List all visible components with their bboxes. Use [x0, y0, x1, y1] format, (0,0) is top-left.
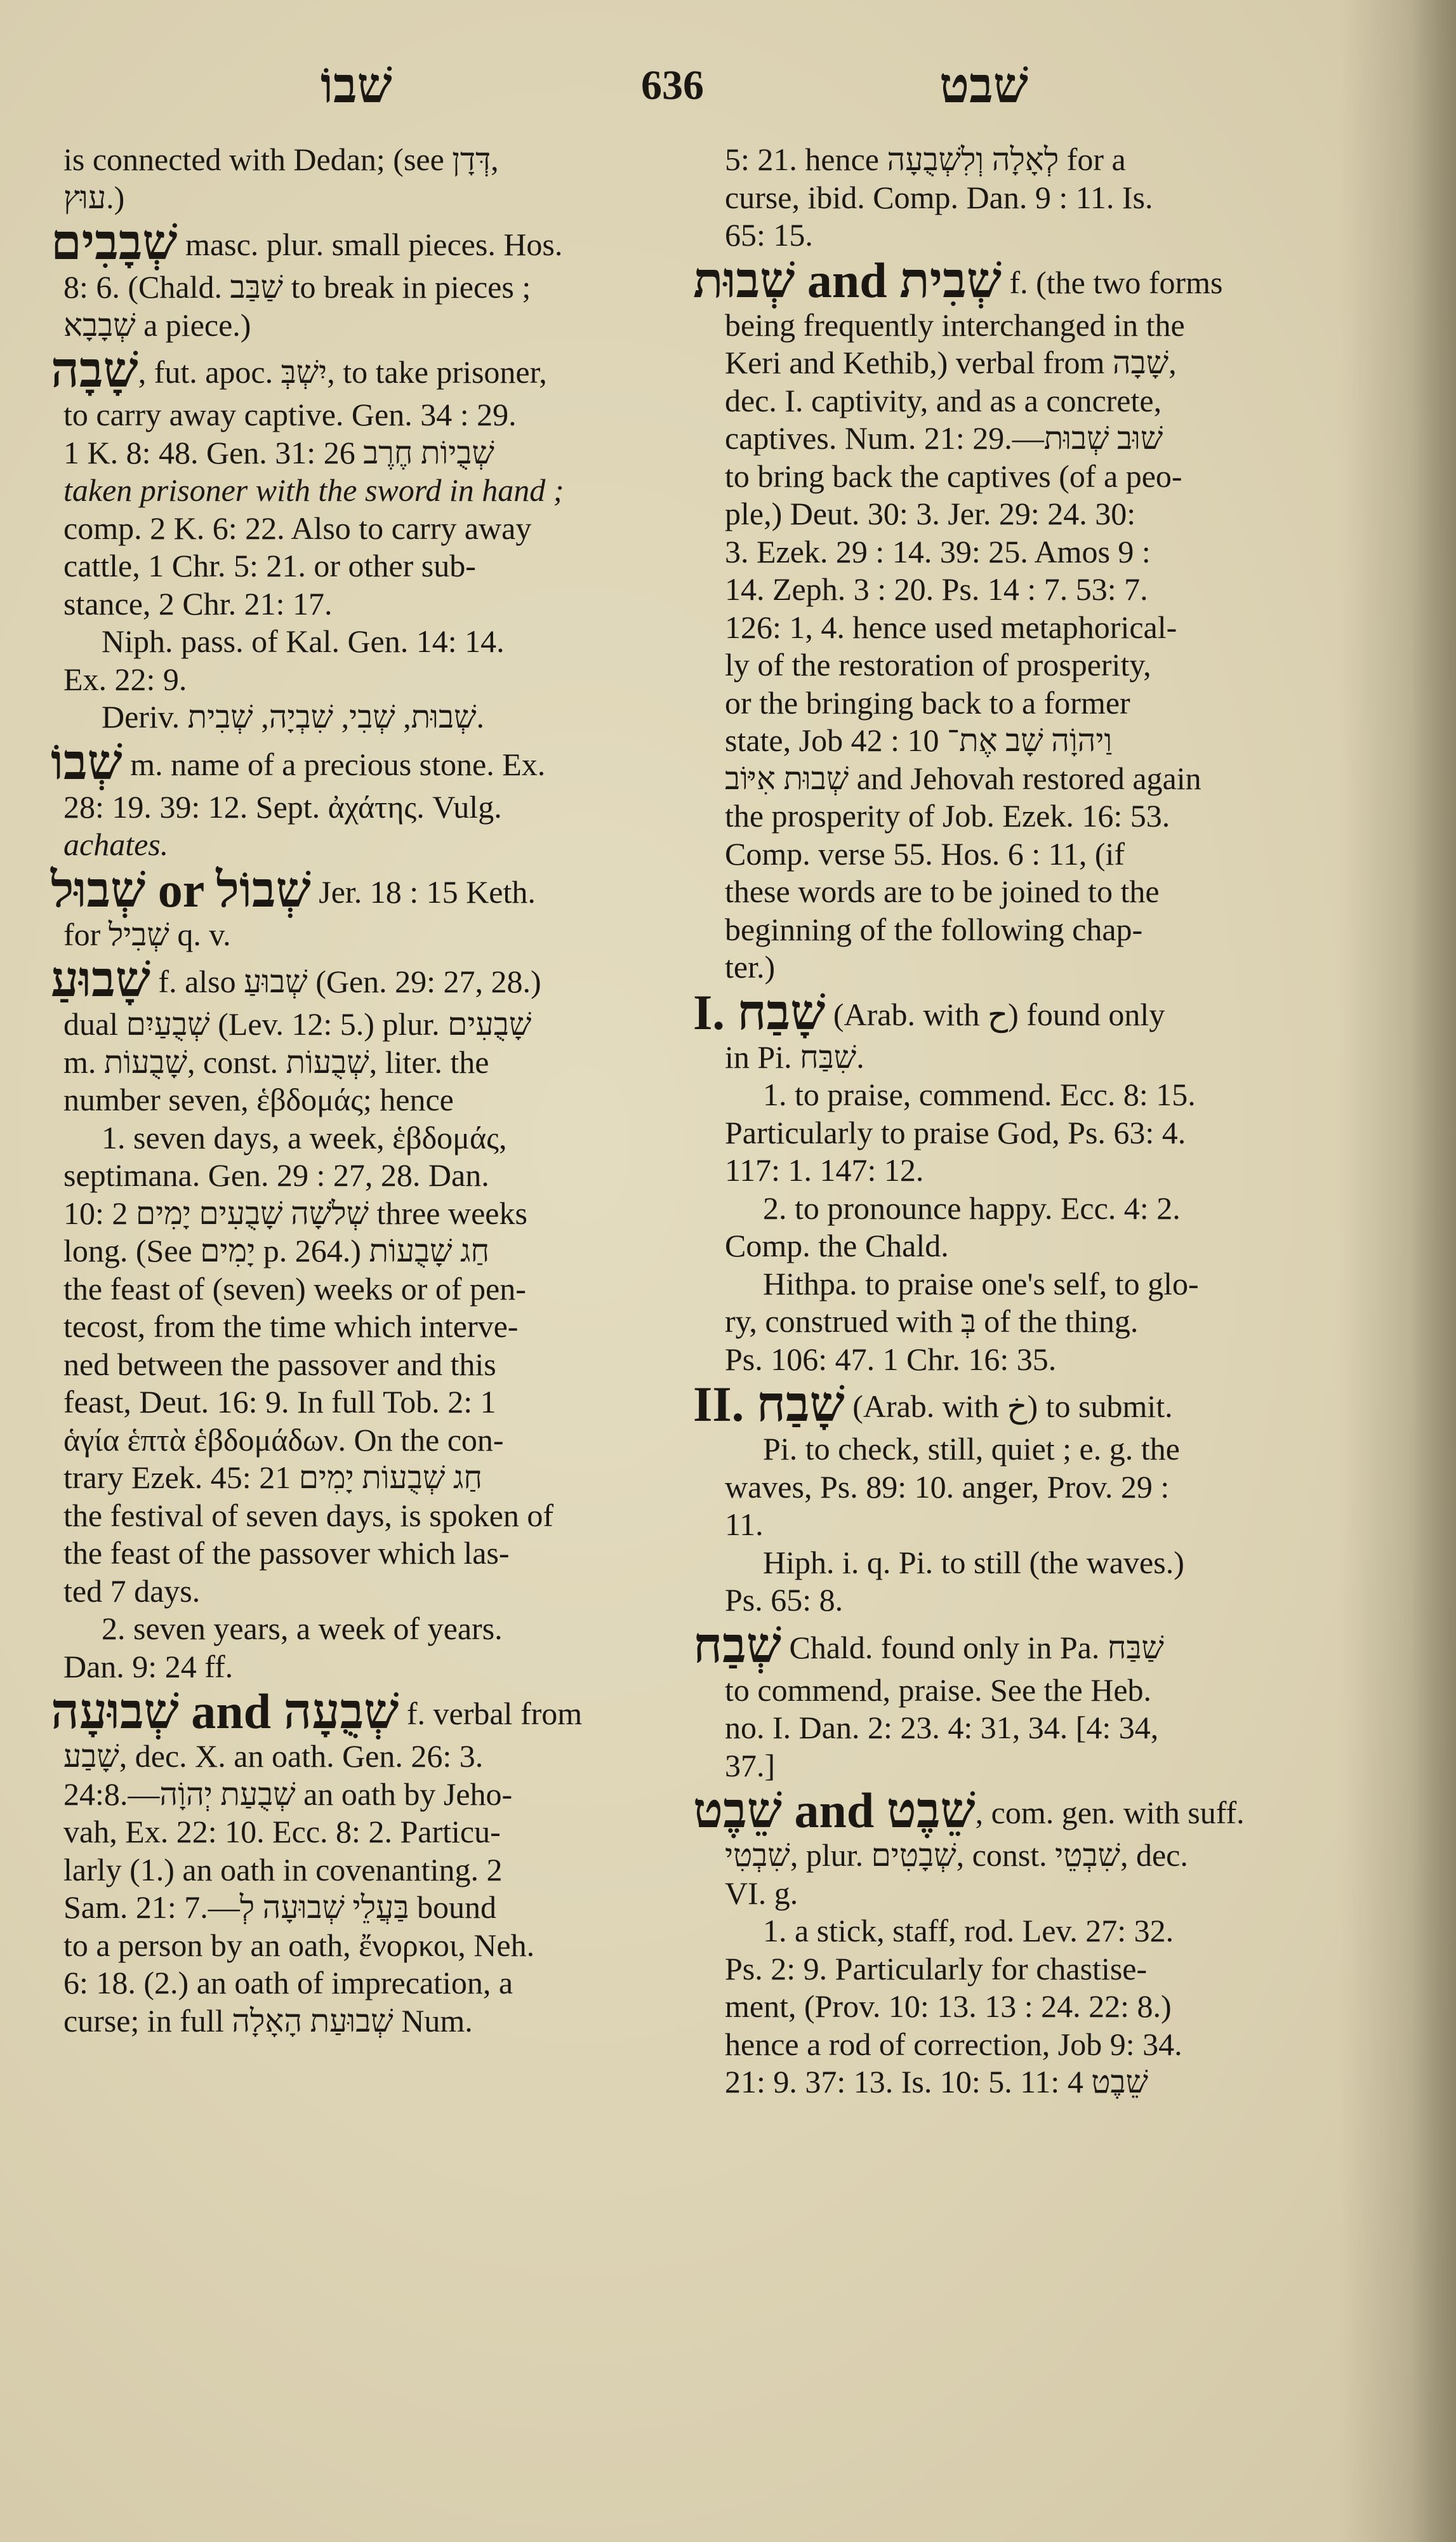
line-text: Ps. 2: 9. Particularly for chastise- [725, 1950, 1148, 1986]
text-line [706, 760, 1360, 798]
entry-headword-line [693, 1785, 1360, 1837]
line-text: long. (See יָמִים p. 264.) חַג שָׁבֻעוֹת [63, 1233, 490, 1268]
line-text: Jer. 18 : 15 Keth. [310, 874, 536, 910]
headword: II. שָׁבַח [693, 1376, 845, 1432]
line-text: to carry away captive. Gen. 34 : 29. [63, 397, 517, 432]
line-text: ment, (Prov. 10: 13. 13 : 24. 22: 8.) [725, 1988, 1172, 2024]
entry-headword-line [51, 344, 692, 396]
line-text: or the bringing back to a former [725, 684, 1130, 721]
line-text: 117: 1. 147: 12. [725, 1152, 924, 1188]
line-text: beginning of the following chap- [725, 911, 1143, 947]
line-text: no. I. Dan. 2: 23. 4: 31, 34. [4: 34, [725, 1710, 1159, 1745]
headword: שְׁבוּעָה and שְׁבֻעָה [51, 1684, 399, 1739]
line-text: ly of the restoration of prosperity, [725, 647, 1151, 682]
text-line [706, 420, 1360, 458]
line-text: for שְׁבִיל q. v. [63, 916, 231, 952]
line-text: the feast of (seven) weeks or of pen- [63, 1270, 526, 1307]
line-text: stance, 2 Chr. 21: 17. [63, 585, 333, 622]
line-text: tecost, from the time which interve- [63, 1308, 519, 1344]
line-text: 11. [725, 1507, 764, 1542]
line-text: Niph. pass. of Kal. Gen. 14: 14. [102, 623, 505, 659]
text-line [706, 382, 1360, 420]
text-line [63, 1776, 692, 1814]
line-text: Comp. verse 55. Hos. 6 : 11, (if [725, 835, 1125, 872]
text-line [706, 571, 1360, 609]
text-line [63, 307, 692, 345]
line-text: VI. g. [725, 1875, 798, 1911]
text-line [706, 1581, 1360, 1620]
text-line [63, 547, 692, 585]
line-text: the prosperity of Job. Ezek. 16: 53. [725, 798, 1170, 834]
text-line [706, 835, 1360, 874]
text-line [63, 1421, 692, 1460]
line-text: Dan. 9: 24 ff. [63, 1648, 234, 1684]
text-line [706, 873, 1360, 911]
line-text: 2. to pronounce happy. Ecc. 4: 2. [763, 1190, 1181, 1226]
line-text: state, Job 42 : 10 וַיהוָֹה שָׁב אֶת־ [725, 722, 1113, 758]
text-line [63, 1738, 692, 1776]
line-text: Deriv. שְׁבוּת, שְׁבִי, שִׁבְיָה, שְׁבִית. [102, 699, 484, 735]
line-text: being frequently interchanged in the [725, 307, 1185, 343]
text-line [706, 1430, 1360, 1468]
page-header [0, 51, 1456, 121]
headword: שְׁבוּת and שְׁבִית [693, 252, 1002, 308]
text-line [706, 307, 1360, 345]
line-text: f. verbal from [399, 1696, 583, 1731]
line-text: 2. seven years, a week of years. [102, 1611, 503, 1646]
line-text: 1. seven days, a week, ἑβδομάς, [102, 1119, 507, 1155]
text-line [63, 1232, 692, 1270]
text-line [706, 216, 1360, 255]
line-text: Sam. 21: 7.—בַּעֲלֵי שְׁבוּעָה לְ bound [63, 1889, 496, 1925]
line-text: 10: 2 שְׁלֹשָׁה שָׁבֻעִים יָמִים three weeks [63, 1195, 527, 1231]
headword: שְׁבָבִים [51, 215, 178, 270]
line-text: Comp. the Chald. [725, 1228, 949, 1263]
line-text: these words are to be joined to the [725, 874, 1160, 909]
line-text: 8: 6. (Chald. שַׁבַּב to break in pieces ; [63, 269, 531, 305]
text-line [706, 179, 1360, 217]
text-line [706, 1672, 1360, 1710]
page-number: 636 [641, 62, 704, 109]
line-text: feast, Deut. 16: 9. In full Tob. 2: 1 [63, 1384, 496, 1420]
line-text: taken prisoner with the sword in hand ; [63, 472, 564, 508]
text-line [706, 495, 1360, 533]
text-line [63, 1119, 692, 1157]
entry-headword-line [693, 252, 1360, 308]
text-line [706, 458, 1360, 496]
line-text: waves, Ps. 89: 10. anger, Prov. 29 : [725, 1468, 1170, 1505]
line-text: ned between the passover and this [63, 1346, 496, 1382]
text-line [63, 1927, 692, 1965]
line-text: , fut. apoc. יִשְׁבְּ, to take prisoner, [138, 354, 547, 390]
book-spine-shadow [1412, 0, 1456, 2542]
text-line [706, 609, 1360, 647]
entry-headword-line [51, 954, 692, 1006]
line-text: number seven, ἑβδομάς; hence [63, 1082, 454, 1117]
line-text: septimana. Gen. 29 : 27, 28. Dan. [63, 1157, 489, 1193]
headword: שָׁבוּעַ [51, 952, 150, 1007]
line-text: masc. plur. small pieces. Hos. [177, 227, 563, 262]
line-text: trary Ezek. 45: 21 חַג שְׁבֻעוֹת יָמִים [63, 1460, 482, 1495]
text-line [63, 1346, 692, 1384]
text-line [63, 472, 692, 510]
line-text: to bring back the captives (of a peo- [725, 458, 1182, 494]
text-line [63, 434, 692, 472]
text-line [706, 1468, 1360, 1507]
line-text: comp. 2 K. 6: 22. Also to carry away [63, 510, 532, 546]
text-line [706, 1837, 1360, 1875]
line-text: 37.] [725, 1747, 776, 1783]
line-text: cattle, 1 Chr. 5: 21. or other sub- [63, 548, 476, 583]
line-text: 1. to praise, commend. Ecc. 8: 15. [763, 1077, 1196, 1112]
text-line [706, 722, 1360, 760]
text-line [63, 1044, 692, 1082]
text-line [63, 1195, 692, 1233]
line-text: f. (the two forms [1001, 264, 1223, 300]
line-text: ἁγία ἑπτὰ ἑβδομάδων. On the con- [63, 1421, 504, 1458]
line-text: שְׁבוּת אִיּוֹב and Jehovah restored again [725, 760, 1201, 796]
text-line [63, 1889, 692, 1927]
line-text: שְׁבָבָא a piece.) [63, 307, 251, 343]
line-text: (Arab. with خ) to submit. [844, 1388, 1173, 1424]
text-line [63, 510, 692, 548]
text-line [706, 1227, 1360, 1265]
headword: שְׁבוּל or שְׁבוֹל [51, 862, 311, 917]
line-text: dual שְׁבֻעַיִם (Lev. 12: 5.) plur. שָׁבֻעִים [63, 1006, 532, 1042]
headword: שֵׁבֶט and שֵׁבֶט [693, 1783, 976, 1838]
line-text: f. also שְׁבוּעַ (Gen. 29: 27, 28.) [150, 964, 541, 999]
text-line [706, 1190, 1360, 1228]
text-line [706, 1912, 1360, 1950]
text-line [63, 1573, 692, 1611]
text-line [63, 141, 692, 179]
line-text: curse; in full שְׁבוּעַת הָאָלָה Num. [63, 2002, 473, 2039]
text-line [706, 1544, 1360, 1582]
line-text: vah, Ex. 22: 10. Ecc. 8: 2. Particu- [63, 1814, 501, 1849]
text-line [63, 396, 692, 434]
text-line [706, 1265, 1360, 1303]
line-text: dec. I. captivity, and as a concrete, [725, 382, 1162, 418]
line-text: שִׁבְטִי, plur. שְׁבָטִים, const. שִׁבְטֵי, dec. [725, 1837, 1188, 1873]
line-text: Particularly to praise God, Ps. 63: 4. [725, 1114, 1186, 1150]
text-line [63, 1964, 692, 2002]
text-line [706, 2063, 1360, 2101]
text-line [63, 698, 692, 736]
headword: שְׁבַח [693, 1617, 781, 1673]
line-text: the feast of the passover which las- [63, 1535, 510, 1571]
text-line [63, 1459, 692, 1497]
line-text: to a person by an oath, ἔνορκοι, Neh. [63, 1927, 535, 1963]
line-text: (Arab. with ح) found only [825, 996, 1165, 1032]
line-text: 28: 19. 39: 12. Sept. ἀχάτης. Vulg. [63, 789, 502, 825]
line-text: the festival of seven days, is spoken of [63, 1497, 554, 1533]
line-text: is connected with Dedan; (see דְּדָן, [63, 142, 499, 177]
line-text: m. name of a precious stone. Ex. [122, 746, 546, 782]
line-text: 14. Zeph. 3 : 20. Ps. 14 : 7. 53: 7. [725, 571, 1148, 607]
line-text: to commend, praise. See the Heb. [725, 1672, 1152, 1708]
line-text: , com. gen. with suff. [975, 1795, 1245, 1830]
text-line [63, 1497, 692, 1535]
line-text: Ps. 65: 8. [725, 1582, 844, 1618]
text-line [63, 2002, 692, 2040]
right-column [693, 141, 1360, 2101]
text-line [706, 1875, 1360, 1913]
line-text: hence a rod of correction, Job 9: 34. [725, 2026, 1182, 2062]
line-text: 1. a stick, staff, rod. Lev. 27: 32. [763, 1913, 1174, 1948]
text-line [63, 1813, 692, 1851]
line-text: ple,) Deut. 30: 3. Jer. 29: 24. 30: [725, 496, 1136, 531]
text-line [63, 826, 692, 864]
line-text: Pi. to check, still, quiet ; e. g. the [763, 1431, 1180, 1467]
line-text: ted 7 days. [63, 1573, 201, 1609]
text-line [706, 1039, 1360, 1077]
entry-headword-line [51, 864, 692, 916]
line-text: 3. Ezek. 29 : 14. 39: 25. Amos 9 : [725, 533, 1151, 569]
text-line [706, 797, 1360, 835]
text-line [706, 911, 1360, 949]
text-line [63, 1270, 692, 1308]
text-line [706, 1506, 1360, 1544]
text-line [63, 269, 692, 307]
text-line [63, 179, 692, 217]
text-line [63, 1648, 692, 1686]
text-line [706, 1988, 1360, 2026]
text-line [706, 1341, 1360, 1379]
text-line [706, 948, 1360, 987]
line-text: Hithpa. to praise one's self, to glo- [763, 1265, 1199, 1301]
text-line [706, 1114, 1360, 1152]
line-text: Ex. 22: 9. [63, 661, 187, 697]
text-line [706, 684, 1360, 722]
text-line [63, 916, 692, 954]
left-column [51, 141, 692, 2040]
right-guide-word: שׁבט [939, 58, 1028, 113]
line-text: 6: 18. (2.) an oath of imprecation, a [63, 1965, 513, 2000]
text-line [63, 1610, 692, 1648]
text-line [63, 1383, 692, 1421]
line-text: עוּץ.) [63, 179, 125, 215]
text-line [706, 1076, 1360, 1114]
text-line [706, 646, 1360, 684]
line-text: Keri and Kethib,) verbal from שָׁבָה, [725, 345, 1177, 380]
entry-headword-line [693, 1617, 1360, 1673]
line-text: 1 K. 8: 48. Gen. 31: 26 שְׁבֻיוֹת חֶרֶב [63, 434, 494, 470]
entry-headword-line [51, 1686, 692, 1738]
entry-headword-line [693, 984, 1360, 1040]
line-text: larly (1.) an oath in covenanting. 2 [63, 1851, 503, 1887]
text-line [706, 533, 1360, 571]
entry-headword-line [51, 216, 692, 269]
text-line [63, 1157, 692, 1195]
text-line [706, 1303, 1360, 1341]
line-text: 126: 1, 4. hence used metaphorical- [725, 609, 1177, 645]
line-text: ter.) [725, 949, 776, 985]
entry-headword-line [693, 1378, 1360, 1430]
line-text: Hiph. i. q. Pi. to still (the waves.) [763, 1544, 1184, 1580]
text-line [63, 623, 692, 661]
line-text: 5: 21. hence לְאָלָה וְלִשְׁבֻעָה for a [725, 142, 1126, 177]
line-text: m. שָׁבֻעוֹת, const. שְׁבֻעוֹת, liter. the [63, 1044, 489, 1080]
text-line [706, 1709, 1360, 1747]
text-line [706, 141, 1360, 179]
line-text: שָׁבַע, dec. X. an oath. Gen. 26: 3. [63, 1738, 484, 1774]
text-line [63, 585, 692, 623]
text-line [63, 789, 692, 827]
line-text: curse, ibid. Comp. Dan. 9 : 11. Is. [725, 179, 1153, 215]
line-text: captives. Num. 21: 29.—שׁוּב שְׁבוּת [725, 420, 1163, 456]
line-text: 24:8.—שְׁבֻעַת יְהוָֹה an oath by Jeho- [63, 1776, 513, 1812]
text-line [706, 1950, 1360, 1988]
line-text: in Pi. שִׁבַּח. [725, 1039, 864, 1075]
text-line [706, 1747, 1360, 1785]
text-line [706, 2026, 1360, 2064]
line-text: ry, construed with בְּ of the thing. [725, 1303, 1139, 1339]
line-text: achates. [63, 827, 169, 862]
line-text: Ps. 106: 47. 1 Chr. 16: 35. [725, 1341, 1057, 1377]
text-line [63, 1534, 692, 1573]
line-text: 21: 9. 37: 13. Is. 10: 5. 11: 4 שֵׁבֶט [725, 2064, 1149, 2099]
text-line [63, 1081, 692, 1119]
headword: שְׁבוֹ [51, 734, 122, 790]
headword: I. שָׁבַח [693, 984, 826, 1040]
headword: שָׁבָה [51, 342, 138, 397]
text-line [63, 1851, 692, 1889]
text-line [63, 661, 692, 699]
text-line [63, 1308, 692, 1346]
left-guide-word: שׁבוֹ [321, 58, 392, 113]
text-line [706, 344, 1360, 382]
text-line [63, 1006, 692, 1044]
text-line [706, 1152, 1360, 1190]
line-text: 65: 15. [725, 217, 813, 253]
entry-headword-line [51, 736, 692, 789]
line-text: Chald. found only in Pa. שַׁבַּח [781, 1629, 1164, 1665]
